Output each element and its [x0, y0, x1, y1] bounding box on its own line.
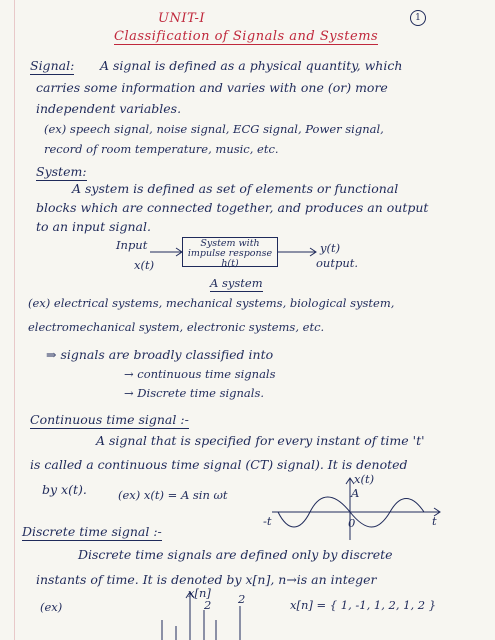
discrete-heading: Discrete time signal :- — [22, 524, 162, 539]
system-block-line2: impulse response — [187, 247, 273, 259]
unit-heading: UNIT-I — [158, 11, 205, 26]
ct-plot-pos-label: t — [432, 514, 437, 528]
classification-intro: ⇒ signals are broadly classified into — [46, 347, 274, 362]
system-label: System: — [36, 164, 87, 179]
dt-plot-val2: 2 — [238, 592, 246, 606]
system-block-line3: h(t) — [221, 257, 239, 269]
diagram-input-var: x(t) — [134, 258, 155, 272]
signal-example-line2: record of room temperature, music, etc. — [44, 142, 279, 156]
ct-plot-amp-label: A — [351, 486, 360, 500]
diagram-output-var: y(t) — [320, 241, 341, 255]
signal-def-line2: carries some information and varies with one (or) more — [36, 80, 388, 95]
ct-plot-origin-label: 0 — [348, 516, 356, 530]
page-title: Classification of Signals and Systems — [114, 29, 379, 44]
system-example-line2: electromechanical system, electronic systems, etc. — [28, 320, 325, 334]
classification-item-continuous: → continuous time signals — [124, 367, 276, 381]
page-number: 1 — [410, 10, 426, 26]
dt-plot-y-label: x[n] — [188, 586, 211, 600]
signal-def-line1: A signal is defined as a physical quantity, which — [100, 58, 403, 73]
ct-plot-y-label: x(t) — [354, 472, 375, 486]
system-def-line2: blocks which are connected together, and produces an output — [36, 200, 429, 215]
discrete-def-line2: instants of time. It is denoted by x[n], n→is an integer — [36, 572, 377, 587]
diagram-output-label: output. — [316, 256, 358, 270]
signal-example-line1: (ex) speech signal, noise signal, ECG signal, Power signal, — [44, 122, 384, 136]
discrete-def-line1: Discrete time signals are defined only by discrete — [78, 547, 393, 562]
discrete-example-label: (ex) — [40, 600, 63, 614]
continuous-heading: Continuous time signal :- — [30, 412, 189, 427]
continuous-example: (ex) x(t) = A sin ωt — [118, 488, 228, 502]
continuous-def-line1: A signal that is specified for every instant of time 't' — [96, 433, 425, 448]
diagram-input-label: Input — [116, 238, 148, 252]
ct-plot-neg-label: -t — [263, 514, 272, 528]
system-block-line1: System with — [200, 238, 260, 249]
signal-label: Signal: — [30, 58, 75, 73]
system-example-line1: (ex) electrical systems, mechanical systems, biological system, — [28, 296, 395, 310]
continuous-def-line3: by x(t). — [42, 482, 87, 497]
diagram-caption: A system — [210, 276, 263, 290]
classification-item-discrete: → Discrete time signals. — [124, 386, 265, 400]
dt-plot-val1: 2 — [204, 598, 212, 612]
discrete-sequence: x[n] = { 1, -1, 1, 2, 1, 2 } — [290, 598, 437, 612]
system-def-line3: to an input signal. — [36, 219, 151, 234]
system-def-line1: A system is defined as set of elements or functional — [72, 181, 399, 196]
continuous-def-line2: is called a continuous time signal (CT) signal). It is denoted — [30, 457, 408, 472]
signal-def-line3: independent variables. — [36, 101, 182, 116]
